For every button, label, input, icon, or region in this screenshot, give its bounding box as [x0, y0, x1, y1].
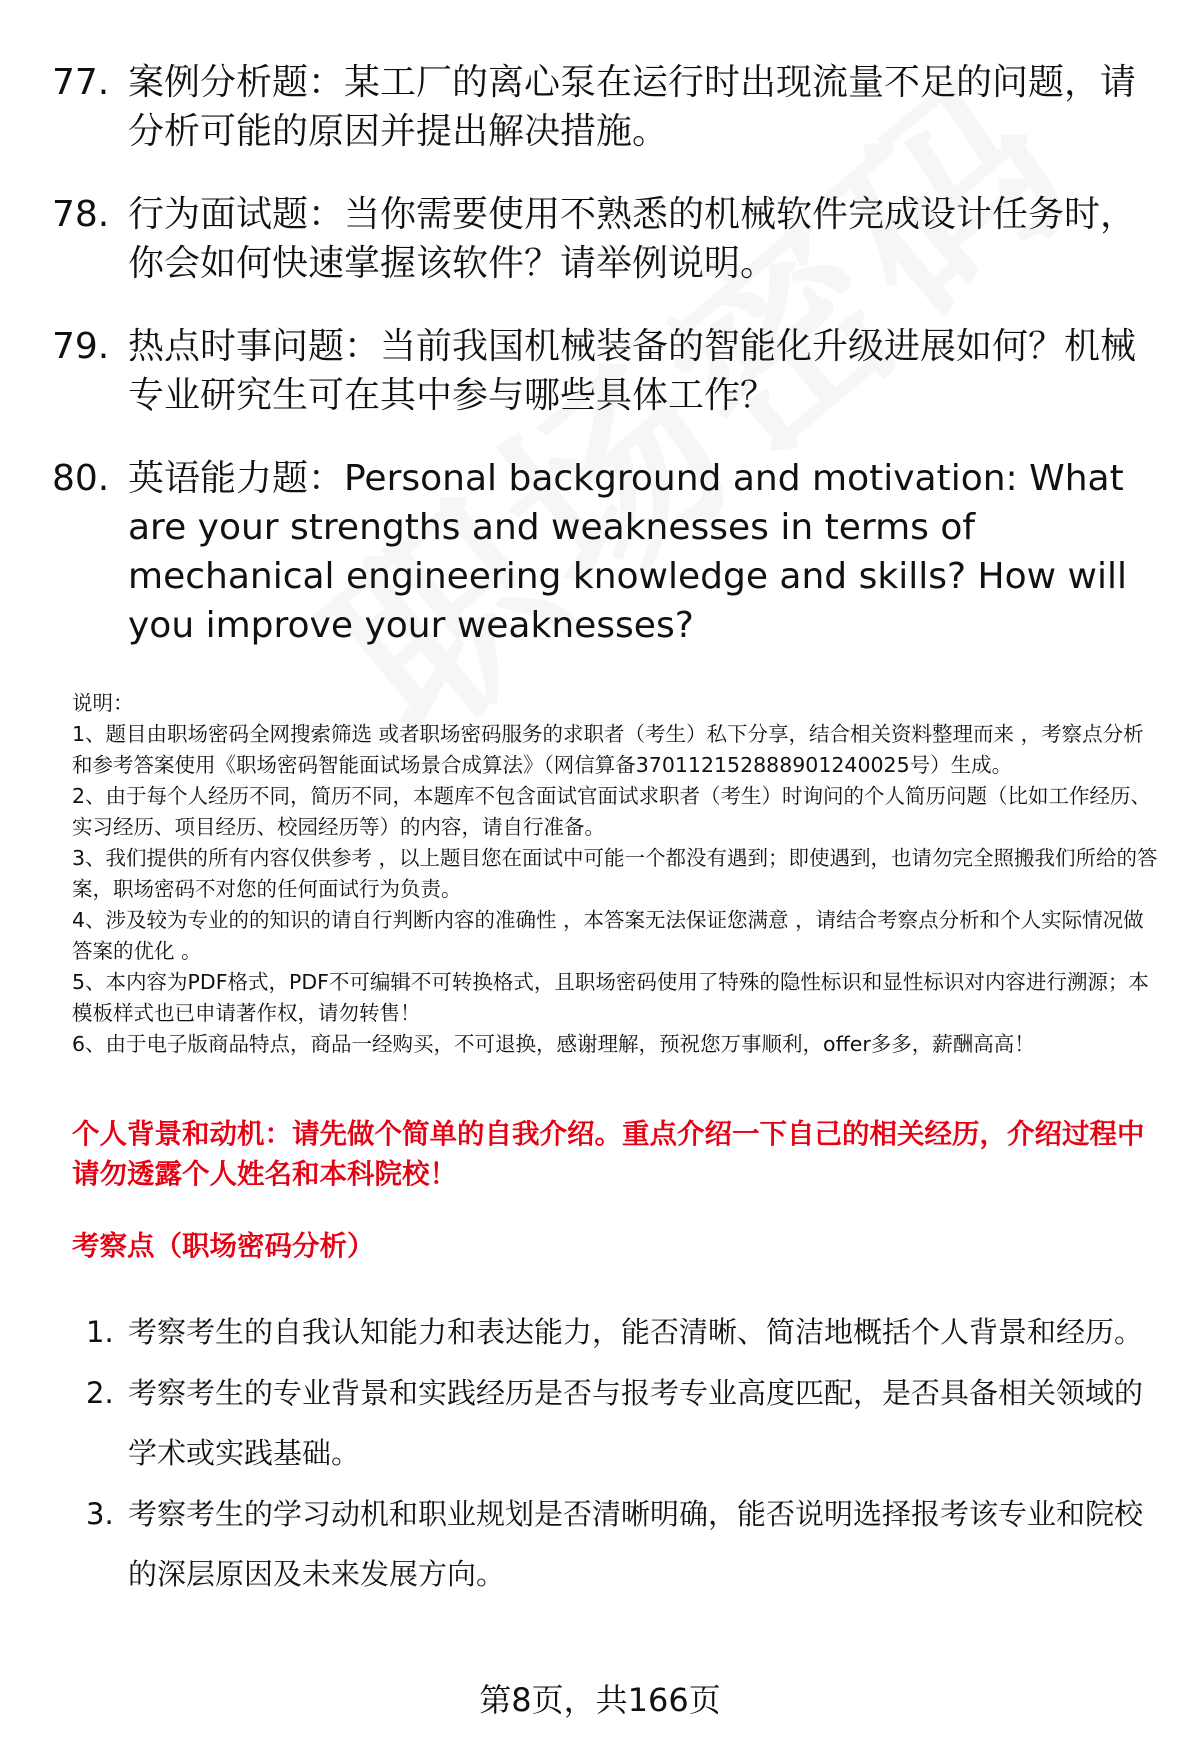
- question-text: 行为面试题：当你需要使用不熟悉的机械软件完成设计任务时，你会如何快速掌握该软件？请举例说明。: [128, 194, 1137, 284]
- interview-question-heading: 个人背景和动机：请先做个简单的自我介绍。重点介绍一下自己的相关经历，介绍过程中请勿透露个人姓名和本科院校！: [72, 1118, 1145, 1190]
- note-item: 4、涉及较为专业的的知识的请自行判断内容的准确性 ，本答案无法保证您满意 ，请结合考察点分析和个人实际情况做答案的优化 。: [72, 908, 1144, 963]
- question-text: 热点时事问题：当前我国机械装备的智能化升级进展如何？机械专业研究生可在其中参与哪些具体工作？: [128, 326, 1137, 416]
- analysis-points-heading: 考察点（职场密码分析）: [72, 1230, 375, 1262]
- analysis-point-list: [86, 1302, 1166, 1605]
- page-number-footer: 第8页，共166页: [479, 1681, 721, 1719]
- question-number: 78.: [52, 194, 110, 235]
- analysis-point: [86, 1484, 1166, 1604]
- analysis-point: [86, 1302, 1166, 1362]
- notes-title: 说明：: [72, 691, 134, 715]
- question-item: [52, 454, 1152, 650]
- point-text: 考察考生的学习动机和职业规划是否清晰明确，能否说明选择报考该专业和院校的深层原因及未来发展方向。: [128, 1497, 1144, 1591]
- point-number: 1.: [86, 1315, 114, 1349]
- note-item: 6、由于电子版商品特点，商品一经购买，不可退换，感谢理解，预祝您万事顺利，offer多多，薪酬高高！: [72, 1032, 1035, 1056]
- note-item: 1、题目由职场密码全网搜索筛选 或者职场密码服务的求职者（考生）私下分享，结合相关资料整理而来 ，考察点分析和参考答案使用《职场密码智能面试场景合成算法》（网信算备370112152888901240025号）生成。: [72, 722, 1144, 777]
- question-text: 案例分析题：某工厂的离心泵在运行时出现流量不足的问题，请分析可能的原因并提出解决措施。: [128, 62, 1137, 152]
- question-list: [52, 58, 1152, 684]
- question-text: 英语能力题：Personal background and motivation: What are your strengths and weaknesses in terms of mechanical engineering knowledge and skills? How will you improve your weaknesses?: [128, 458, 1127, 646]
- question-item: [52, 322, 1152, 420]
- question-item: [52, 58, 1152, 156]
- notes-section: [72, 688, 1162, 1060]
- question-number: 80.: [52, 458, 110, 499]
- question-number: 77.: [52, 62, 110, 103]
- point-number: 3.: [86, 1497, 114, 1531]
- point-number: 2.: [86, 1376, 114, 1410]
- question-number: 79.: [52, 326, 110, 367]
- note-item: 5、本内容为PDF格式，PDF不可编辑不可转换格式，且职场密码使用了特殊的隐性标识和显性标识对内容进行溯源；本模板样式也已申请著作权，请勿转售！: [72, 970, 1149, 1025]
- point-text: 考察考生的专业背景和实践经历是否与报考专业高度匹配，是否具备相关领域的学术或实践基础。: [128, 1376, 1144, 1470]
- question-item: [52, 190, 1152, 288]
- note-item: 3、我们提供的所有内容仅供参考 ，以上题目您在面试中可能一个都没有遇到；即使遇到，也请勿完全照搬我们所给的答案，职场密码不对您的任何面试行为负责。: [72, 846, 1158, 901]
- note-item: 2、由于每个人经历不同，简历不同，本题库不包含面试官面试求职者（考生）时询问的个人简历问题（比如工作经历、实习经历、项目经历、校园经历等）的内容，请自行准备。: [72, 784, 1152, 839]
- analysis-point: [86, 1363, 1166, 1483]
- point-text: 考察考生的自我认知能力和表达能力，能否清晰、简洁地概括个人背景和经历。: [128, 1315, 1144, 1349]
